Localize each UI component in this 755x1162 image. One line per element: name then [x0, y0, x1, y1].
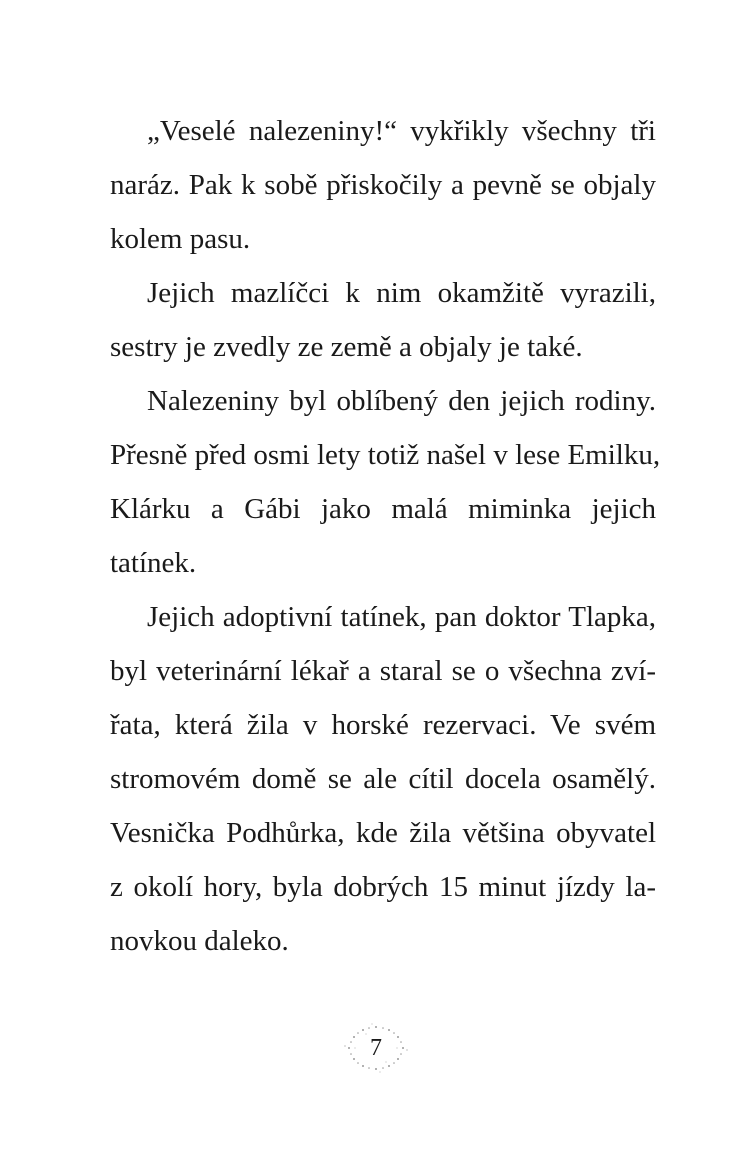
page-number-badge	[341, 1022, 411, 1074]
text-line: kolem pasu.	[110, 223, 251, 255]
text-line: Vesnička Podhůrka, kde žila většina obyvatel	[110, 817, 656, 849]
text-line: stromovém domě se ale cítil docela osamělý.	[110, 763, 656, 795]
text-line: Přesně před osmi lety totiž našel v lese Emilku,	[110, 439, 661, 471]
text-line: Nalezeniny byl oblíbený den jejich rodiny.	[147, 385, 656, 417]
text-line: sestry je zvedly ze země a objaly je také.	[110, 331, 583, 363]
paragraph-2	[110, 266, 656, 374]
page-number: 7	[370, 1035, 382, 1061]
text-line: „Veselé nalezeniny!“ vykřikly všechny tři	[147, 115, 656, 147]
page-body	[110, 104, 661, 968]
text-line: z okolí hory, byla dobrých 15 minut jízdy la-	[110, 871, 656, 903]
text-line: naráz. Pak k sobě přiskočily a pevně se objaly	[110, 169, 656, 201]
text-line: Jejich mazlíčci k nim okamžitě vyrazili,	[147, 277, 656, 309]
text-line: novkou daleko.	[110, 925, 289, 957]
text-line: Jejich adoptivní tatínek, pan doktor Tlapka,	[147, 601, 656, 633]
paragraph-3	[110, 374, 661, 590]
text-line: byl veterinární lékař a staral se o všechna zví-	[110, 655, 656, 687]
text-line: tatínek.	[110, 547, 197, 579]
paragraph-4	[110, 590, 656, 968]
text-line: Klárku a Gábi jako malá miminka jejich	[110, 493, 656, 525]
paragraph-1	[110, 104, 656, 266]
text-line: řata, která žila v horské rezervaci. Ve svém	[110, 709, 656, 741]
